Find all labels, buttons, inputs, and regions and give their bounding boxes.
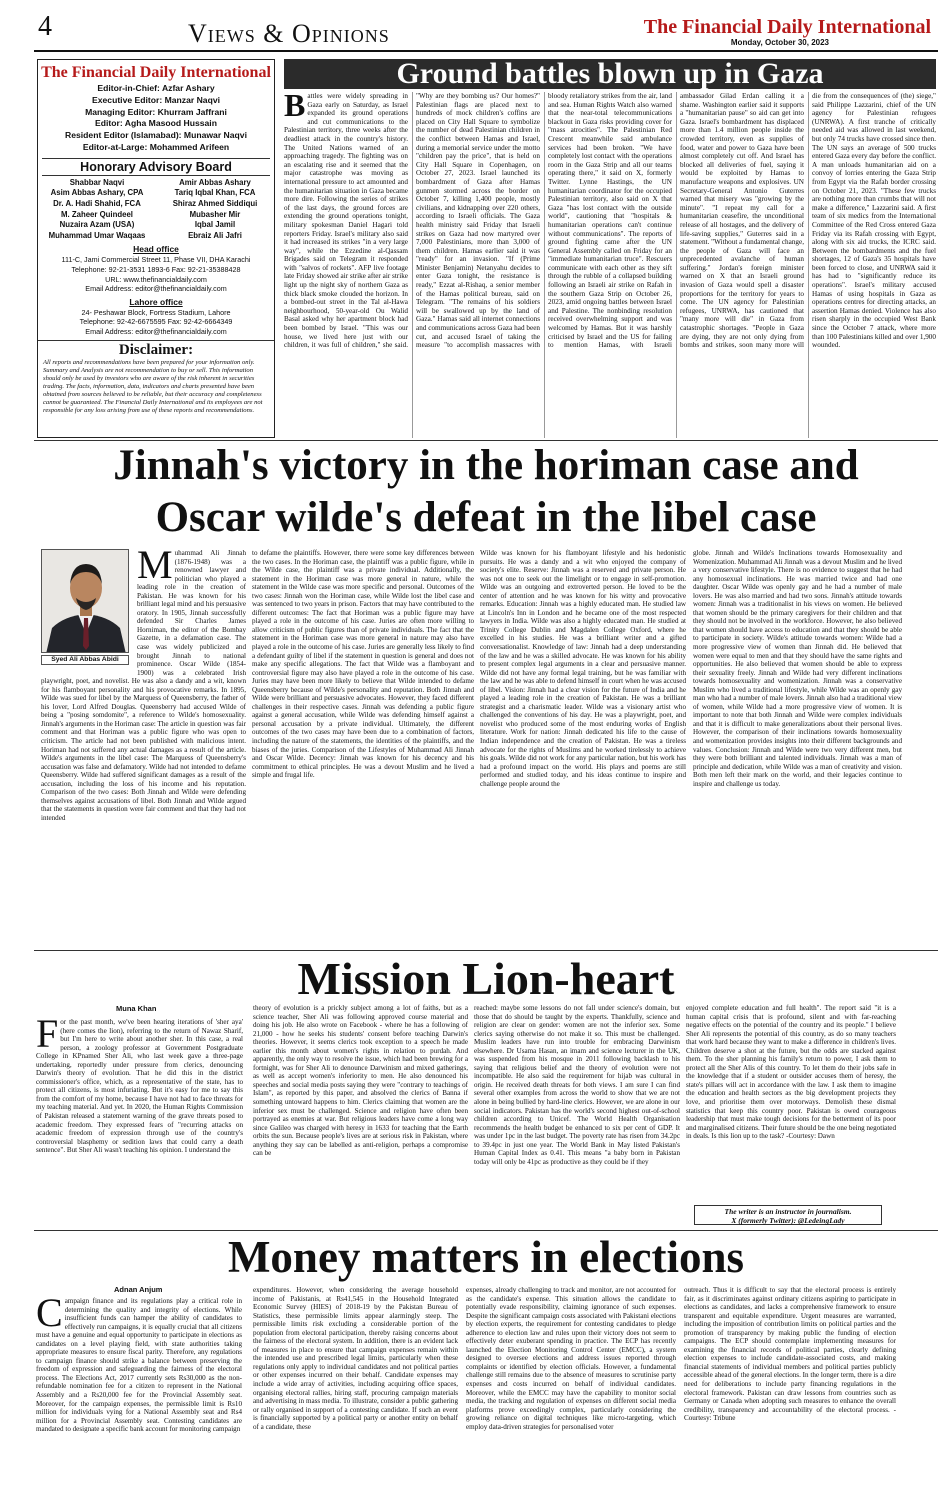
publication-name: The Financial Daily International — [643, 16, 931, 38]
advisor-name: M. Zaheer Quindeel — [61, 209, 133, 219]
head-office-phone: Telephone: 92-21-3531 1893-6 Fax: 92-21-35388428 — [71, 264, 241, 274]
lion-text-3: reached: maybe some lessons do not fall under science's domain, but those that do should be taught by the experts. Thankfully, science and religion are clear on gender: women are not the inferior sex. Some clerics saying otherwise do not make it so. This must be challenged. Muslim leaders have run into trouble for embracing Darwinism elsewhere. Dr Usama Hasan, an imam and science lecturer in the UK, was suspended from his mosque in 2011 following backlash to his saying that religious belief and the theory of evolution were not incompatible. He also said the requirement for hijab was cultural in origin. He received death threats for both views. I am sure I can find several other examples from across the world to show that we are not alone in being bullied by hard-line clerics. However, we are alone in our social indicators. Pakistan has the world's second highest out-of-school children according to Unicef. The World Health Organisation recommends the health budget be enhanced to six per cent of GDP. It was under 1pc in the last budget. The poverty rate has risen from 34.2pc to 39.4pc in just one year. The World Bank in May listed Pakistan's Human Capital Index as 0.41. This means "a baby born in Pakistan today will only be 41pc as productive as they could be if they — [474, 1004, 680, 1166]
advisor-name: Mubasher Mir — [189, 209, 241, 219]
jinnah-text-2: to defame the plaintiffs. However, there were some key differences between the two cases. In the Horiman case, the plaintiff was a public figure, while in the Wilde case, the plaintiff was a private individual. Additionally, the statement in the Horiman case was more general in nature, while the statement in the Wilde case was more specific and personal. Outcomes of the two cases: Jinnah won the Horiman case, while Wilde lost the libel case and was sentenced to two years in prison. Factors that may have contributed to the different outcomes: The fact that Horiman was a public figure may have played a role in the outcome of his case. Juries are often more willing to allow criticism of public figures than of private individuals. The fact that the statement in the Horiman case was more general in nature may also have played a role in the outcome of his case. Juries are generally less likely to find a defendant guilty of libel if the statement in question is general and does not make any specific allegations. The fact that Wilde was a flamboyant and controversial figure may also have played a role in the outcome of his case. Juries may have been more likely to believe that Wilde intended to defame Queensberry because of Wilde's personality and reputation. Both Jinnah and Wilde were brilliant and persuasive advocates. However, they faced different challenges in their respective cases. Jinnah was defending a public figure against a general accusation, while Wilde was defending himself against a personal accusation by a private individual. Ultimately, the different outcomes of the two cases may have been due to a combination of factors, including the nature of the statements, the identities of the plaintiffs, and the biases of the juries. Comparison of the Lifestyles of Muhammad Ali Jinnah and Oscar Wilde. Decency: Jinnah was known for his decency and his commitment to ethical principles. He was a devout Muslim and he lived a simple and frugal life. — [252, 549, 474, 780]
head-office-address: 111-C, Jami Commercial Street 11, Phase VII, DHA Karachi — [61, 255, 251, 265]
advisor-name: Iqbal Jamil — [194, 220, 236, 230]
jinnah-column-4 — [693, 549, 902, 941]
lion-dropcap: F — [36, 1018, 59, 1056]
jinnah-dropcap: M — [137, 549, 173, 587]
gaza-article-text: attles were widely spreading in Gaza early on Saturday, as Israel expanded its ground operations and cut communications to the Palestinian territory, three weeks after the deadliest attack in the country's history. The United Nations warned of an approaching tragedy. The fighting was on an escalating rise and it seemed that the major catastrophe was moving as international pressure to act amounted and the humanitarian situation in Gaza became more dire. Following the series of strikes of the last days, the ground forces are extending the ground operations tonight, military spokesman Daniel Hagari told reporters Friday. Israel's military also said it had increased its strikes "in a very large way", while the Ezzedine al-Qassam Brigades said on Telegram it responded with "salvos of rockets". AFP live footage late Friday showed air strike after air strike light up the night sky of northern Gaza as thick black smoke clouded the horizon. In a bombed-out street in the Tal al-Hawa neighbourhood, 50-year-old Ou Walid Basal asked why her apartment block had been bombed by Israel. "This was our house, we lived here just with our children, it was full of children," she said. "Why are they bombing us? Our homes?" Palestinian flags are placed next to hundreds of mock children's coffins are placed on City Hall Square to symbolize the number of dead Palestinian children in the conflict between Hamas and Israel, during a memorial service under the motto "children pay the price", that is held on City Hall Square in Copenhagen, on October 27, 2023. Israel launched its bombardment of Gaza after Hamas gunmen stormed across the border on October 7, killing 1,400 people, mostly civilians, and kidnapping over 220 others, according to Israeli officials. The Gaza health ministry said Friday that Israeli strikes on Gaza had now martyred over 7,000 Palestinians, more than 3,000 of them children. Hamas earlier said it was "ready" for an invasion. "If (Prime Minister Benjamin) Netanyahu decides to enter Gaza tonight, the resistance is ready," Ezzat al-Rishaq, a senior member of the Hamas political bureau, said on Telegram. "The remains of his soldiers will be swallowed up by the land of Gaza." Hamas said all internet connections and communications across Gaza had been cut, and accused Israel of taking the measure "to accomplish massacres with bloody retaliatory strikes from the air, land and sea. Human Rights Watch also warned that the near-total telecommunications blackout in Gaza risks providing cover for "mass atrocities". The Palestinian Red Crescent meanwhile said ambulance services had been broken. "We have completely lost contact with the operations room in the Gaza Strip and all our teams operating there," it said on X, formerly Twitter. Lynne Hastings, the UN humanitarian coordinator for the occupied Palestinian territory, also said on X that Gaza "has lost contact with the outside world", cautioning that "hospitals & humanitarian operations can't continue without communications". The reports of ground fighting came after the UN General Assembly called on Friday for an "immediate humanitarian truce". Rescuers communicate with each other as they sift through the rubble of a collapsed building following an Israeli air strike on Rafah in the southern Gaza Strip on October 26, 2023, amid ongoing battles between Israel and Palestine. The nonbinding resolution received overwhelming support and was welcomed by Hamas. But it was harshly criticised by Israel and the US for failing to mention Hamas, with Israeli ambassador Gilad Erdan calling it a shame. Washington earlier said it supports a "humanitarian pause" so aid can get into Gaza. Israel's bombardment has displaced more than 1.4 million people inside the crowded territory, even as supplies of food, water and power to Gaza have been almost completely cut off. And Israel has blocked all deliveries of fuel, saying it would be exploited by Hamas to manufacture weapons and explosives. UN Secretary-General Antonio Guterres warned that misery was "growing by the minute". "I repeat my call for a humanitarian ceasefire, the unconditional release of all hostages, and the delivery of life-saving supplies," Guterres said in a statement. "Without a fundamental change, the people of Gaza will face an unprecedented avalanche of human suffering." Jordan's foreign minister warned on X that an Israeli ground invasion of Gaza would spell a disaster proportions for the territory for years to come. The UN agency for Palestinian refugees, UNRWA, has cautioned that "many more will die" in Gaza from catastrophic shortages. "People in Gaza are dying, they are not only dying from bombs and strikes, soon many more will die from the consequences of (the) siege," said Philippe Lazzarini, chief of the UN agency for Palestinian refugees (UNRWA). A first tranche of critically needed aid was allowed in last weekend, but only 74 trucks have crossed since then. The UN says an average of 500 trucks entered Gaza every day before the conflict. A man unloads humanitarian aid on a convoy of lorries entering the Gaza Strip from Egypt via the Rafah border crossing on October 21, 2023. "These few trucks are nothing more than crumbs that will not make a difference," Lazzarini said. A first team of six medics from the International Committee of the Red Cross entered Gaza Friday via its Rafah crossing with Egypt, along with six aid trucks, the ICRC said. Between the bombardments and the fuel shortages, 12 of Gaza's 35 hospitals have been forced to close, and UNRWA said it has had to "significantly reduce its operations". Israel's military accused Hamas of using hospitals in Gaza as operations centres for directing attacks, an assertion Hamas denied. Violence has also risen sharply in the occupied West Bank since the October 7 attack, where more than 100 Palestinians killed and over 1,900 wounded. — [284, 92, 936, 350]
advisor-name: Shabbar Naqvi — [69, 177, 125, 187]
advisor-name: Amir Abbas Ashary — [179, 177, 251, 187]
jinnah-column-2 — [252, 549, 474, 941]
money-text-4: outreach. Thus it is difficult to say that the electoral process is entirely fair, as it discriminates against ordinary citizens aspiring to participate in elections as candidates, and lacks a comprehensive framework to ensure transparent and equitable expenditure. Urgent measures are warranted, including the imposition of contribution limits on political parties and the promotion of transparency by making public the funding of election campaigns. The ECP should contemplate implementing measures for examining the financial records of political parties, clearly defining election expenses to include candidate-associated costs, and making financial statements of individual members and political parties publicly accessible ahead of the general elections. In the longer term, there is a dire need for deliberations to include party financing regulations in the electoral framework. Pakistan can draw lessons from countries such as Germany or Canada when adopting such measures to enhance the overall credibility, transparency and accountability of the electoral process. -Courtesy: Tribune — [684, 1286, 896, 1423]
money-column-3 — [466, 1286, 676, 1487]
advisory-column-right — [156, 178, 274, 242]
writer-handle: X (formerly Twitter): @LedeingLady — [731, 1216, 845, 1225]
writer-bio: The writer is an instructor in journalism. — [724, 1207, 852, 1216]
money-text-3: expenses, already challenging to track and monitor, are not accounted for as the candidate's expense. This situation allows the candidate to potentially evade responsibility, claiming ignorance of such expenses. Despite the significant campaign costs associated with Pakistani elections by election experts, the requirement for contesting candidates to pledge adherence to election law and rules upon their victory does not seem to effectively deter exuberant spending in practice. The ECP has recently launched the Election Monitoring Control Center (EMCC), a system designed to oversee elections and address issues reported through complaints or identified by election officials. However, a fundamental challenge still remains due to the absence of measures to scrutinise party expenses and costs incurred on behalf of individual candidates. Moreover, while the EMCC may have the capability to monitor social media, the tracking and regulation of expenses on different social media platforms prove exceedingly complex, particularly considering the growing reliance on digital techniques like micro-targeting, which employ data-driven strategies for personalised voter — [466, 1286, 676, 1431]
head-office-email: Email Address: editor@thefinancialdaily.com — [85, 284, 227, 294]
advisor-name: Ebraiz Ali Jafri — [188, 230, 242, 240]
advisor-name: Muhammad Umar Waqaas — [48, 230, 146, 240]
jinnah-text-1: uhammad Ali Jinnah (1876-1948) was a renowned lawyer and politician who played a leading role in the creation of Pakistan. He was known for his brilliant legal mind and his persuasive oratory. In 1905, Jinnah successfully defended Sir Charles James Horniman, the editor of the Bombay Gazette, in a defamation case. The case was widely publicized and brought Jinnah to national prominence. Oscar Wilde (1854-1900) was a celebrated Irish playwright, poet, and novelist. He was also a dandy and a wit, known for his flamboyant personality and his provocative remarks. In 1895, Wilde was sued for libel by the Marquess of Queensberry, the father of his lover, Lord Alfred Douglas. Queensberry had accused Wilde of being a "posing somdomite", a reference to Wilde's homosexuality. Jinnah's arguments in the Horiman case: The article in question was fair comment and that Horiman was a public figure who was open to criticism. The article had not been published with malicious intent. Horiman had not suffered any actual damages as a result of the article. Wilde's arguments in the libel case: The Marquess of Queensberry's accusation was false and defamatory. Wilde had not intended to defame Queensberry. Wilde had suffered significant damages as a result of the accusation, including the loss of his income and his reputation. Comparison of the two cases: Both Jinnah and Wilde were defending themselves against accusations of libel. Both Jinnah and Wilde argued that the statements in question were fair comment and that they had not intended — [41, 549, 246, 822]
lion-column-1 — [36, 1018, 243, 1226]
money-text-1: ampaign finance and its regulations play a critical role in determining the quality and integrity of elections. While insufficient funds can hamper the ability of candidates to effectively run campaigns, it is equally crucial that all citizens must have a genuine and equal opportunity to participate in elections as candidates on a level playing field, with state authorities taking appropriate measures to ensure fiscal parity. Therefore, any regulations to campaign finance should strike a balance between preserving the freedom of expression and safeguarding the fairness of the electoral process. The Elections Act, 2017 currently sets Rs30,000 as the non-refundable nomination fee for a citizen to represent in the National Assembly and a Rs20,000 fee for the Provincial Assembly seat. Moreover, for the campaign expenses, the permissible limit is Rs10 million for individuals vying for a National Assembly seat and Rs4 million for a Provincial Assembly seat. Contesting candidates are mandated to designate a specific bank account for monitoring campaign — [36, 1297, 242, 1434]
lahore-office-heading: Lahore office — [129, 296, 183, 307]
editor-line: Managing Editor: Khurram Jaffrani — [85, 106, 227, 117]
money-column-2 — [253, 1286, 458, 1487]
editor-line: Editor-in-Chief: Azfar Ashary — [97, 83, 215, 93]
editor-line: Executive Editor: Manzar Naqvi — [92, 94, 220, 105]
writer-bio-box — [694, 1205, 882, 1225]
advisor-name: Tariq Iqbal Khan, FCA — [174, 188, 256, 198]
lion-text-2: theory of evolution is a prickly subject among a lot of faiths, but as a science teacher, Sher Ali was following approved course material and doing his job. He also wrote on Facebook - where he has a following of 21,000 - how he seeks his students' consent before teaching Darwin's theories. However, it seems clerics took exception to a speech he made earlier this month about women's rights in relation to purdah. And apparently, the only way to resolve the issue, which had been brewing for a fortnight, was for Sher Ali to denounce Darwinism and mixed gatherings, as well as accept women's inferiority to men. He also denounced his speeches and social media posts saying they were "contrary to teachings of Islam", as reported by this paper, and absolved the clerics of Banna if something untoward happens to him. Clerics claiming that women are the inferior sex must be challenged. Science and religion have often been portrayed as enemies at war. But religious leaders have come a long way since Galileo was charged with heresy in 1633 for teaching that the Earth orbits the sun. Because people's lives are at serious risk in Pakistan, where anything they say can be labelled as anti-religion, perhaps a compromise can be — [253, 1004, 468, 1158]
disclaimer-text: All reports and recommendations have been prepared for your information only. Summary and Analysis are not recommendation to buy or sell. This information should only be used by investors who are aware of the risk inherent in securities trading. The facts, information, data, indicators and charts presented have been obtained from sources believed to be reliable, but their accuracy and completeness cannot be guaranteed. The Financial Daily International and its employees are not responsible for any loss arising from use of these reports and recommendations. — [43, 358, 263, 415]
editor-line: Resident Editor (Islamabad): Munawar Naqvi — [65, 130, 247, 141]
lion-byline: Muna Khan — [116, 1004, 157, 1013]
lahore-office-address: 24- Peshawar Block, Fortress Stadium, Lahore — [81, 307, 231, 317]
lion-headline: Mission Lion-heart — [297, 953, 675, 1004]
lion-column-2 — [253, 1004, 468, 1226]
advisor-name: Nuzaira Azam (USA) — [59, 220, 135, 230]
jinnah-column-3 — [480, 549, 686, 941]
advisory-board-list — [38, 178, 274, 242]
money-dropcap: C — [36, 1297, 63, 1335]
gaza-dropcap: B — [284, 92, 306, 123]
lion-column-4 — [686, 1004, 896, 1202]
head-office-heading: Head office — [133, 244, 179, 255]
lion-text-1: or the past month, we've been hearing iterations of 'sher aya' (here comes the lion), referring to the return of Nawaz Sharif, but I'm here to write about another sher. In this case, a real person, a zoology professor at Government Postgraduate College in KPnamed Sher Ali, who last week gave a three-page undertaking, reportedly under pressure from clerics, denouncing Darwin's theory of evolution. That he did this in the district commissioner's office, which, as a representative of the state, has to protect all citizens, is most infuriating. But it's easy for me to say this from the comfort of my home, because I have not had to face threats for my teaching material. And yet. In 2020, the Human Rights Commission of Pakistan released a statement warning of the grave threats posed to academic freedom. They expressed fears of "recurring attacks on academic freedom of expression through use of the country's controversial blasphemy or sedition laws that could carry a death sentence". But Sher Ali wasn't teaching his opinion. I understand the — [36, 1018, 243, 1155]
editor-line: Editor: Agha Masood Hussain — [95, 118, 217, 129]
advisor-name: Shiraz Ahmed Siddiqui — [172, 198, 258, 208]
money-column-4 — [684, 1286, 896, 1487]
jinnah-headline-line2: Oscar wilde's defeat in the libel case — [155, 494, 817, 541]
jinnah-headline — [34, 440, 938, 544]
gaza-headline: Ground battles blown up in Gaza — [284, 59, 936, 89]
disclaimer-heading: Disclaimer: — [38, 340, 274, 359]
masthead-rule — [34, 50, 938, 52]
lion-text-4: enjoyed complete education and full health". The report said "it is a human capital crisis that is profound, silent and with far-reaching negative effects on the potential of the country and its people." I believe Sher Ali represents the potential of this country, as do so many teachers that work hard because they want to make a difference in children's lives. Children deserve a shot at the future, but the odds are stacked against them. To the sher planning his family's return to power, I ask them to protect all the Sher Alis of this country. To let them do their jobs safe in the knowledge that if a student or outsider accuses them of heresy, the state's pillars will act in accordance with the law. I ask them to imagine the education and health sectors as the big development projects they love, and prioritise them over motorways. Demolish these dismal statistics that keep this country poor. Pakistan is owed courageous leadership that must make tough decisions for the betterment of its poor and marginalised citizens. Their future should be the one being negotiated in deals. Is this lion up to the task? -Courtesy: Dawn — [686, 1004, 896, 1141]
advisory-column-left — [38, 178, 156, 242]
advisor-name: Asim Abbas Ashary, CPA — [50, 188, 144, 198]
lahore-office-phone: Telephone: 92-42-6675595 Fax: 92-42-6664349 — [79, 317, 233, 327]
section-divider — [34, 950, 938, 951]
money-byline: Adnan Anjum — [114, 1285, 163, 1294]
section-title: Views & Opinions — [188, 19, 390, 48]
money-headline: Money matters in elections — [227, 1232, 745, 1282]
gaza-article-body — [284, 92, 936, 438]
jinnah-text-3: Wilde was known for his flamboyant lifestyle and his hedonistic pursuits. He was a dandy and a wit who enjoyed the company of society's elite. Reserve: Jinnah was a reserved and private person. He was not one to seek out the limelight or to engage in self-promotion. Wilde was an outgoing and extroverted person. He loved to be the center of attention and he was known for his witty and provocative remarks. Education: Jinnah was a highly educated man. He studied law at Lincoln's Inn in London and he became one of the most respected lawyers in India. Wilde was also a highly educated man. He studied at Trinity College Dublin and Magdalen College Oxford, where he excelled in his studies. He was a brilliant writer and a gifted conversationalist. Knowledge of law: Jinnah had a deep understanding of the law and he was a skilled advocate. He was known for his ability to present complex legal arguments in a clear and persuasive manner. Wilde did not have any formal legal training, but he was familiar with the law and he was able to defend himself in court when he was accused of libel. Vision: Jinnah had a clear vision for the future of India and he played a leading role in the creation of Pakistan. He was a brilliant strategist and a charismatic leader. Wilde was a visionary artist who challenged the conventions of his day. He was a playwright, poet, and novelist who produced some of the most enduring works of English literature. Work for nation: Jinnah dedicated his life to the cause of Indian independence and the creation of Pakistan. He was a tireless advocate for the rights of Muslims and he worked tirelessly to achieve his goals. Wilde did not work for any particular nation, but his work has had a profound impact on the world. His plays and poems are still performed and studied today, and his ideas continue to inspire and challenge people around the — [480, 549, 686, 788]
photo-caption: Syed Ali Abbas Abidi — [41, 655, 129, 665]
lahore-office-email: Email Address: editor@thefinancialdaily.com — [85, 326, 227, 336]
money-column-1 — [36, 1297, 242, 1487]
photo-wrap-space — [41, 549, 137, 669]
editor-list — [38, 83, 274, 154]
page-number: 4 — [38, 11, 52, 42]
editorial-box — [37, 59, 275, 438]
advisory-board-heading: Honorary Advisory Board — [42, 158, 270, 176]
editor-line: Editor-at-Large: Mohammed Arifeen — [82, 141, 230, 152]
jinnah-column-1 — [41, 549, 246, 941]
head-office-url: URL: www.thefinancialdaily.com — [105, 274, 207, 284]
advisor-name: Dr. A. Hadi Shahid, FCA — [53, 198, 141, 208]
lion-column-3 — [474, 1004, 680, 1226]
jinnah-headline-line1: Jinnah's victory in the horiman case and — [113, 442, 859, 489]
editorial-box-title: The Financial Daily International — [41, 64, 271, 81]
jinnah-text-4: globe. Jinnah and Wilde's Inclinations towards Homosexuality and Womenization. Muhammad Ali Jinnah was a devout Muslim and he lived a very conservative lifestyle. There is no evidence to suggest that he had any homosexual inclinations. He was married twice and had one daughter. Oscar Wilde was openly gay and he had a number of male lovers. He was also married and had two sons. Jinnah's attitude towards women: Jinnah was a traditionalist in his views on women. He believed that women should be the primary caregivers for their children and that they should not be involved in the workforce. However, he also believed that women should have access to education and that they should be able to participate in society. Wilde's attitude towards women: Wilde had a more progressive view of women than Jinnah did. He believed that women were equal to men and that they should have the same rights and opportunities. He also believed that women should be able to express their sexuality freely. Jinnah and Wilde had very different inclinations towards homosexuality and womenization. Jinnah was a conservative Muslim who lived a traditional lifestyle, while Wilde was an openly gay man who had a number of male lovers. Jinnah also had a traditional view of women, while Wilde had a more progressive view of women. It is important to note that both Jinnah and Wilde were complex individuals and that it is difficult to make generalizations about their personal lives. However, the comparison of their inclinations towards homosexuality and womenization provides insights into their different backgrounds and values. Conclusion: Jinnah and Wilde were two very different men, but they were both brilliant and talented individuals. Jinnah was a man of principle and dedication, while Wilde was a man of creativity and vision. Both men left their mark on the world, and their legacies continue to inspire and challenge us today. — [693, 549, 902, 788]
issue-date: Monday, October 30, 2023 — [730, 38, 829, 47]
masthead — [0, 0, 945, 52]
money-text-2: expenditures. However, when considering the average household income of Pakistanis, at Rs41,545 in the Household Integrated Economic Survey (HIES) of 2018-19 by the Pakistan Bureau of Statistics, these permissible limits appear alarmingly steep. The permissible limits risk excluding a considerable portion of the population from electoral participation, thereby raising concerns about the fairness of the electoral system. In addition, there is an evident lack of measures in place to ensure that campaign expenses remain within the intended use and prescribed legal limits, particularly when these regulations only apply to individual candidates and not political parties or other expenses incurred on their behalf. Candidate expenses may include a wide array of activities, including acquiring office spaces, organising electoral rallies, hiring staff, procuring campaign materials and advertising in mass media. To illustrate, consider a public gathering or rally organised in support of a contesting candidate. If such an event is financially supported by a political party or another entity on behalf of a candidate, these — [253, 1286, 458, 1431]
